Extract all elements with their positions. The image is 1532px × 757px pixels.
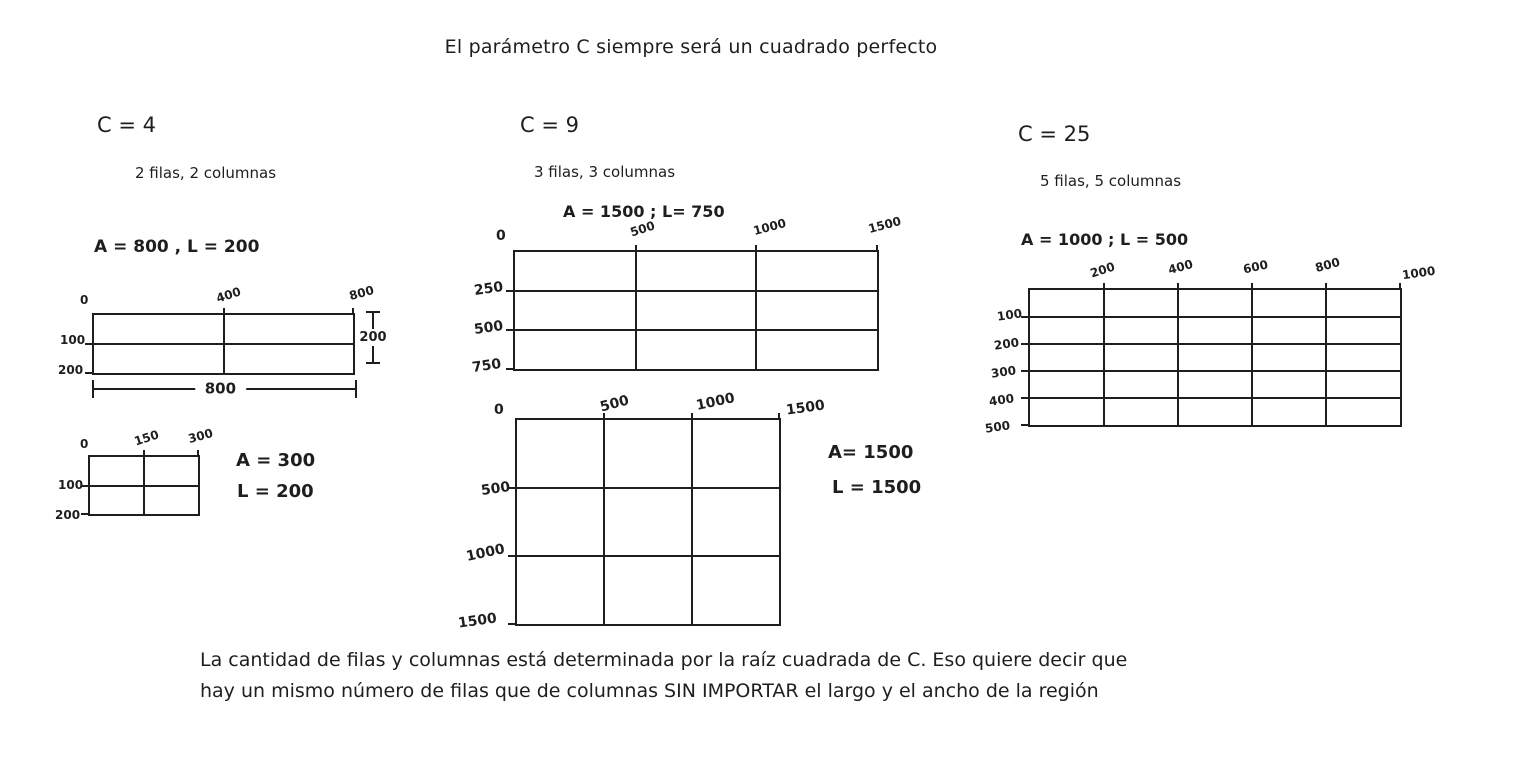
x-tick-label: 150 xyxy=(132,427,161,449)
annotation-area: A = 300 xyxy=(236,450,316,471)
y-tick-label: 200 xyxy=(993,335,1020,353)
tick-mark xyxy=(1177,283,1179,290)
y-tick-label: 200 xyxy=(58,363,84,377)
x-tick-label: 800 xyxy=(347,282,376,304)
section-c25-header: C = 25 xyxy=(1018,122,1091,146)
section-c9-subheader: 3 filas, 3 columnas xyxy=(534,163,676,181)
x-tick-label: 400 xyxy=(1166,256,1195,278)
tick-mark xyxy=(755,245,757,252)
section-c4-params: A = 800 , L = 200 xyxy=(94,237,260,257)
tick-mark xyxy=(635,245,637,252)
x-tick-label: 0 xyxy=(496,228,506,244)
grid-line xyxy=(603,420,605,624)
grid-line xyxy=(90,485,198,487)
x-tick-label: 500 xyxy=(598,392,631,416)
y-tick-label: 750 xyxy=(471,356,503,376)
grid-line xyxy=(517,555,779,557)
tick-mark xyxy=(1021,397,1030,399)
grid-line xyxy=(517,487,779,489)
tick-mark xyxy=(506,290,515,292)
x-tick-label: 600 xyxy=(1241,257,1270,277)
dimension-cap xyxy=(366,362,380,364)
y-tick-label: 200 xyxy=(55,508,81,522)
tick-mark xyxy=(223,308,225,315)
x-tick-label: 1000 xyxy=(751,215,788,239)
grid-800x200 xyxy=(92,313,355,375)
grid-line xyxy=(94,343,353,345)
tick-mark xyxy=(506,329,515,331)
tick-mark xyxy=(85,372,94,374)
tick-mark xyxy=(778,413,780,420)
section-c25-subheader: 5 filas, 5 columnas xyxy=(1040,172,1182,190)
annotation-area: A= 1500 xyxy=(828,442,914,463)
dimension-stem xyxy=(372,313,374,329)
grid-1500x1500 xyxy=(515,418,781,626)
y-tick-label: 100 xyxy=(60,333,86,347)
width-dimension-label: 800 xyxy=(195,380,246,398)
grid-line xyxy=(1030,370,1400,372)
x-tick-label: 500 xyxy=(628,218,657,240)
tick-mark xyxy=(1021,370,1030,372)
tick-mark xyxy=(506,368,515,370)
section-c4-header: C = 4 xyxy=(97,113,156,137)
tick-mark xyxy=(143,450,145,457)
grid-300x200 xyxy=(88,455,200,516)
tick-mark xyxy=(508,555,517,557)
tick-mark xyxy=(1103,283,1105,290)
tick-mark xyxy=(81,513,90,515)
x-tick-label: 400 xyxy=(214,284,243,306)
x-tick-label: 1000 xyxy=(694,390,737,414)
grid-line xyxy=(1030,316,1400,318)
grid-line xyxy=(755,252,757,369)
x-tick-label: 0 xyxy=(494,402,504,418)
grid-line xyxy=(1030,397,1400,399)
grid-1500x750 xyxy=(513,250,879,371)
tick-mark xyxy=(1021,343,1030,345)
x-tick-label: 200 xyxy=(1088,259,1117,281)
footer-line-1: La cantidad de filas y columnas está determinada por la raíz cuadrada de C. Eso quiere decir que xyxy=(200,649,1128,671)
dimension-stem xyxy=(372,346,374,362)
y-tick-label: 1500 xyxy=(457,610,498,632)
grid-line xyxy=(1030,343,1400,345)
x-tick-label: 1500 xyxy=(785,397,826,419)
grid-line xyxy=(635,252,637,369)
annotation-length: L = 1500 xyxy=(832,477,922,498)
x-tick-label: 0 xyxy=(80,293,89,307)
grid-line xyxy=(1325,290,1327,425)
y-tick-label: 1000 xyxy=(464,541,507,565)
footer-note xyxy=(200,645,1127,707)
tick-mark xyxy=(1325,283,1327,290)
section-c9-params: A = 1500 ; L= 750 xyxy=(563,202,725,221)
page-title: El parámetro C siempre será un cuadrado perfecto xyxy=(444,36,938,58)
grid-line xyxy=(1177,290,1179,425)
y-tick-label: 500 xyxy=(480,479,512,499)
x-tick-label: 0 xyxy=(80,437,89,451)
grid-line xyxy=(1251,290,1253,425)
y-tick-label: 100 xyxy=(58,478,84,492)
footer-line-2: hay un mismo número de filas que de columnas SIN IMPORTAR el largo y el ancho de la región xyxy=(200,680,1099,702)
y-tick-label: 500 xyxy=(984,418,1011,436)
tick-mark xyxy=(197,450,199,457)
tick-mark xyxy=(1021,424,1030,426)
y-tick-label: 500 xyxy=(473,318,505,338)
tick-mark xyxy=(508,623,517,625)
y-tick-label: 250 xyxy=(473,279,505,299)
y-tick-label: 400 xyxy=(988,391,1015,409)
x-tick-label: 1000 xyxy=(1401,263,1437,283)
grid-line xyxy=(515,329,877,331)
tick-mark xyxy=(691,413,693,420)
x-tick-label: 1500 xyxy=(866,213,903,237)
y-tick-label: 300 xyxy=(990,363,1017,381)
section-c9-header: C = 9 xyxy=(520,113,579,137)
grid-line xyxy=(515,290,877,292)
dimension-cap xyxy=(355,380,357,398)
section-c25-params: A = 1000 ; L = 500 xyxy=(1021,230,1189,249)
x-tick-label: 800 xyxy=(1313,254,1342,276)
height-dimension xyxy=(358,311,388,364)
tick-mark xyxy=(1251,283,1253,290)
section-c4-subheader: 2 filas, 2 columnas xyxy=(135,164,277,182)
grid-line xyxy=(691,420,693,624)
tick-mark xyxy=(876,245,878,252)
grid-1000x500 xyxy=(1028,288,1402,427)
tick-mark xyxy=(352,308,354,315)
tick-mark xyxy=(1399,283,1401,290)
grid-line xyxy=(1103,290,1105,425)
height-dimension-label: 200 xyxy=(359,330,387,345)
x-tick-label: 300 xyxy=(186,425,215,447)
y-tick-label: 100 xyxy=(996,306,1023,324)
width-dimension xyxy=(92,380,357,398)
annotation-length: L = 200 xyxy=(237,481,314,502)
tick-mark xyxy=(85,343,94,345)
